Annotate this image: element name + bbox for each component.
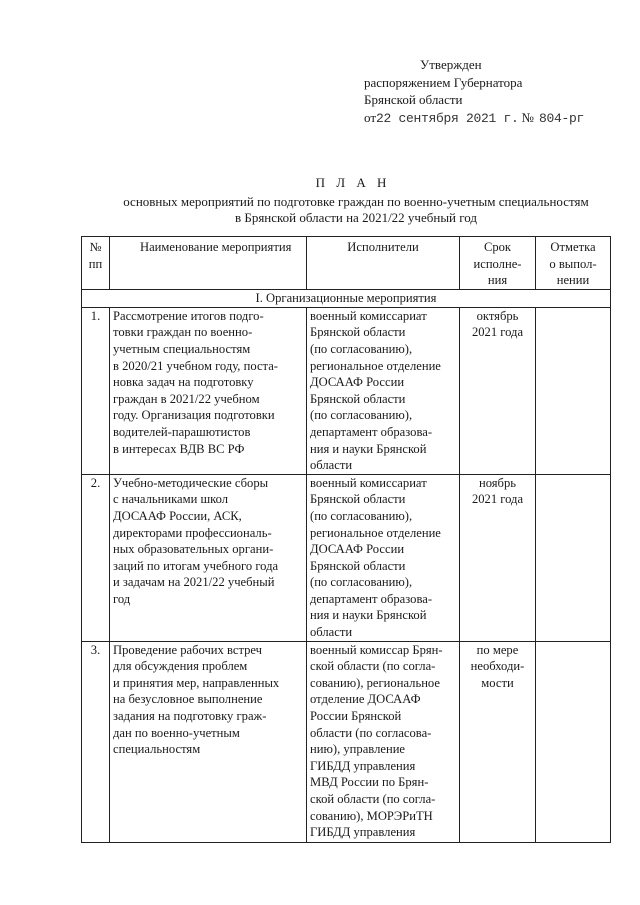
row-executors: военный комиссариат Брянской области (по согласованию), региональное отделение ДОСААФ России Брянской области (по согласованию), департамент образова- ния и науки Брянской области [307,474,460,641]
row-name: Проведение рабочих встреч для обсуждения проблем и принятия мер, направленных на безусловное выполнение задания на подготовку граж- дан по военно-учетным специальностям [110,641,307,842]
row-num: 2. [82,474,110,641]
approval-date-line [364,109,584,128]
row-term: по мере необходи- мости [460,641,536,842]
row-name: Учебно-методические сборы с начальниками школ ДОСААФ России, АСК, директорами профессиональ- ных образовательных органи- заций по итогам учебного года и задачам на 2021/22 учебный год [110,474,307,641]
number-prefix: № [521,109,534,125]
document-title: П Л А Н [315,175,391,190]
plan-table [81,236,611,843]
approval-line-decree: распоряжением Губернатора [364,74,523,90]
table-row [82,641,611,842]
document-subtitle: основных мероприятий по подготовке граждан по военно-учетным специальностям в Брянской области на 2021/22 учебный год [123,194,589,225]
header-term: Срок исполне- ния [460,237,536,290]
header-name: Наименование мероприятия [110,237,307,290]
row-executors: военный комиссар Брян- ской области (по согла- сованию), региональное отделение ДОСААФ России Брянской области (по согласова- нию), управление ГИБДД управления МВД России по Брян- ской области (по согла- сованию), МОРЭРиТН ГИБДД управления [307,641,460,842]
header-executors: Исполнители [307,237,460,290]
row-mark [536,474,611,641]
row-num: 3. [82,641,110,842]
header-num: № пп [82,237,110,290]
section-title: I. Организационные мероприятия [82,289,611,307]
date-prefix: от [364,109,377,125]
header-mark: Отметка о выпол- нении [536,237,611,290]
approval-line-region: Брянской области [364,92,463,107]
row-mark [536,641,611,842]
table-row [82,474,611,641]
row-num: 1. [82,307,110,474]
number-value: 804-рг [538,110,584,126]
date-value: 22 сентября 2021 г. [376,110,519,126]
table-row [82,307,611,474]
approval-line-approved: Утвержден [420,57,482,72]
row-executors: военный комиссариат Брянской области (по согласованию), региональное отделение ДОСААФ России Брянской области (по согласованию), департамент образова- ния и науки Брянской области [307,307,460,474]
section-row [82,289,611,307]
row-mark [536,307,611,474]
row-term: ноябрь 2021 года [460,474,536,641]
row-name: Рассмотрение итогов подго- товки граждан по военно- учетным специальностям в 2020/21 учебном году, поста- новка задач на подготовку граждан в 2021/22 учебном году. Организация подготовки водителей-парашютистов в интересах ВДВ ВС РФ [110,307,307,474]
row-term: октябрь 2021 года [460,307,536,474]
approval-block [364,56,584,127]
table-header-row [82,237,611,290]
